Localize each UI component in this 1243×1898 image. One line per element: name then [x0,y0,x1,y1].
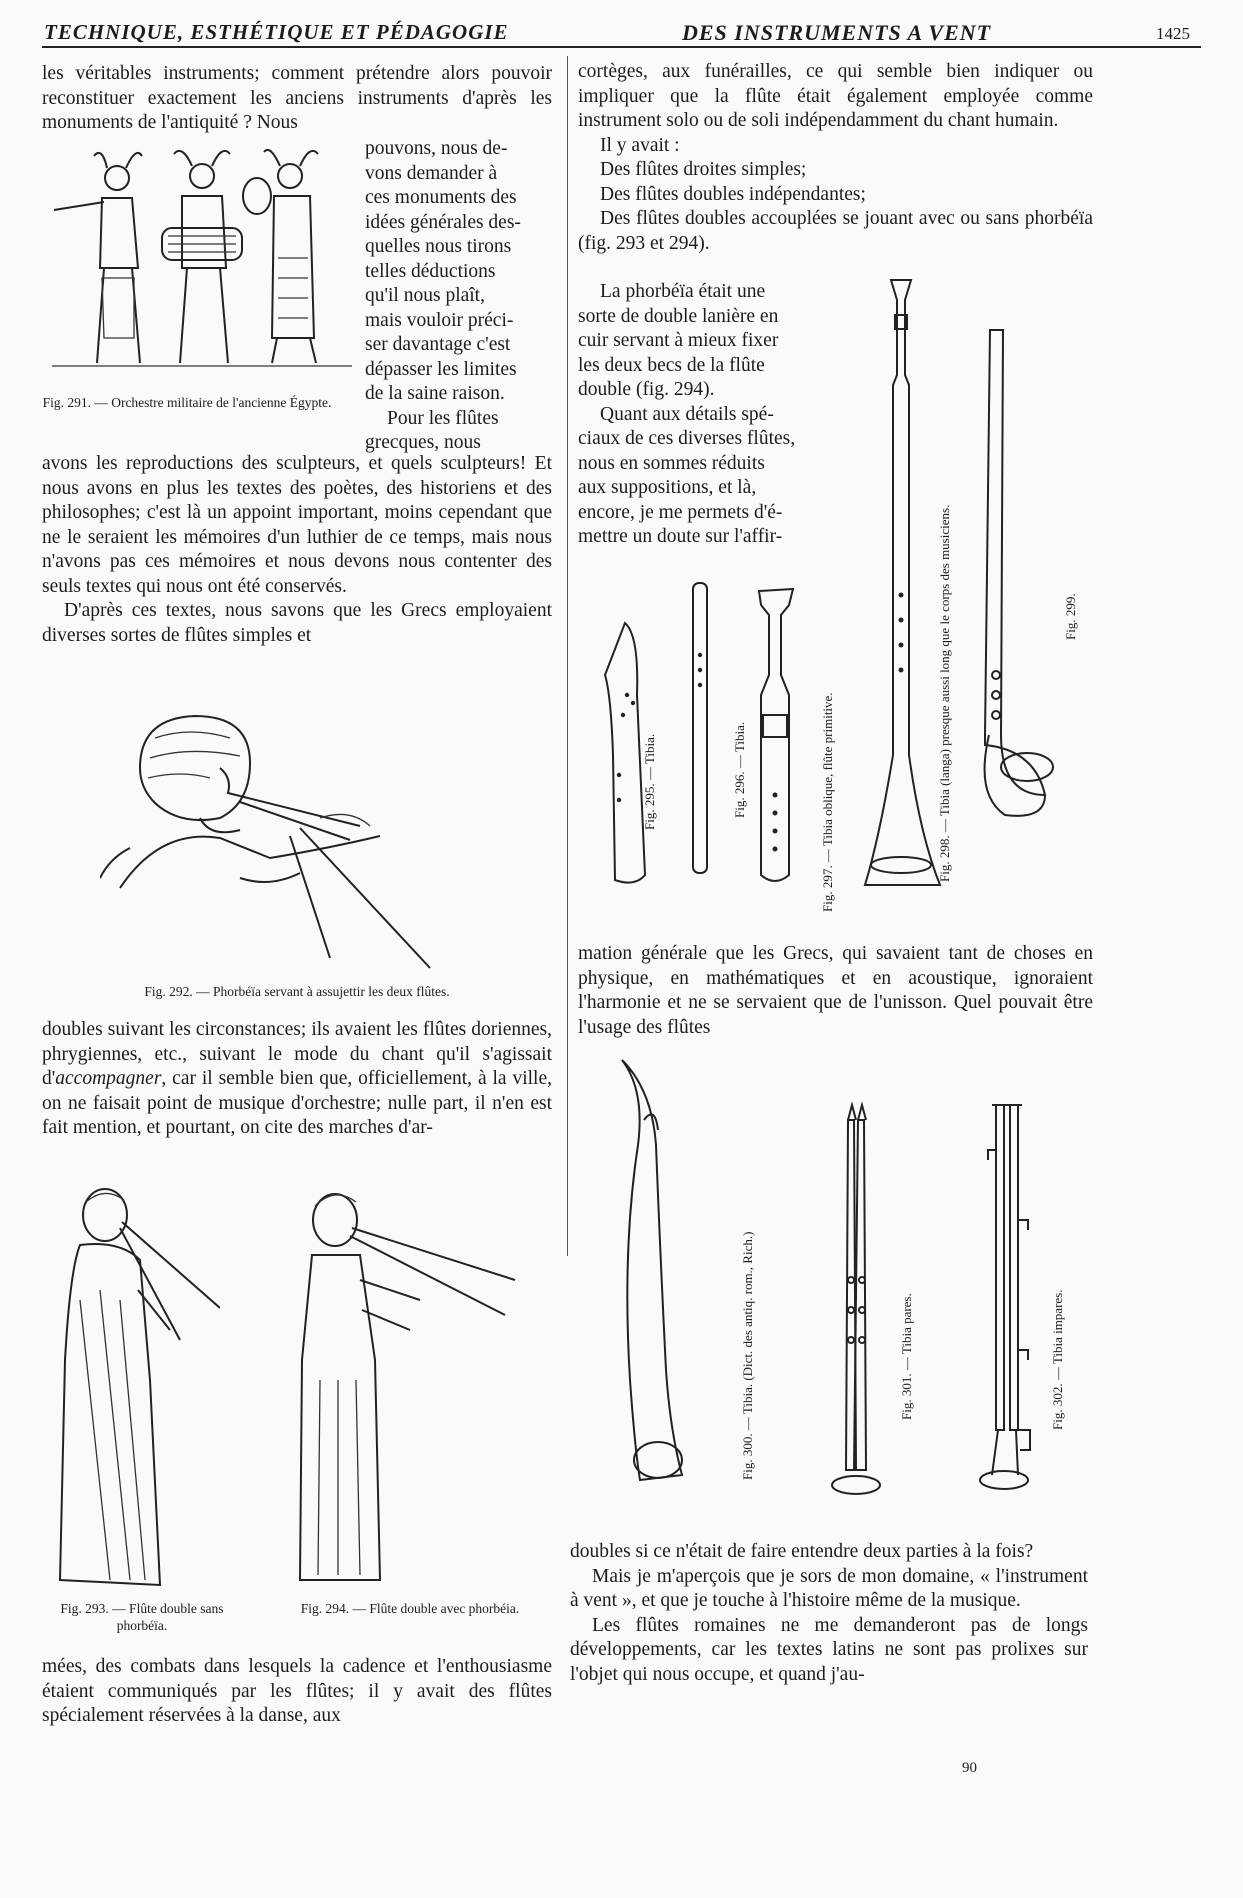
figure-294 [290,1180,540,1600]
left-text-bottom [42,1655,552,1729]
left-paragraph-3: D'après ces textes, nous savons que les Grecs employaient diverses sortes de flûtes simples et [42,600,552,646]
caption-fig-299: Fig. 299. [1063,593,1078,640]
right-paragraph-4: doubles si ce n'était de faire entendre deux parties à la fois? [570,1541,1034,1562]
left-text-mid [42,452,552,648]
right-text-mid [578,942,1093,1040]
figure-292 [100,708,460,978]
left-paragraph-5: mées, des combats dans lesquels la cadence et l'enthousiasme étaient communiqués par les flûtes; il y avait des flûtes spécialement réservées à la danse, aux [42,1656,552,1726]
right-text-bottom [570,1540,1088,1687]
wrap-line: sorte de double lanière en [578,305,779,327]
wrap-line: telles déductions [365,260,496,282]
caption-fig-300: Fig. 300. — Tibia. (Dict. des antiq. rom., Rich.) [740,1231,755,1480]
wrap-line: mettre un doute sur l'affir- [578,526,783,547]
flute-player-with-phorbeia [290,1180,540,1600]
figure-291 [42,138,362,388]
right-paragraph-3: mation générale que les Grecs, qui savaient tant de choses en physique, en mathématiques et en acoustique, ignoraient l'harmonie et ne se servaient que de l'unisson. Quel pouvait être l'usage des flûtes [578,943,1093,1038]
caption-fig-294: Fig. 294. — Flûte double avec phorbéia. [300,1601,520,1616]
wrap-line: quelles nous tirons [365,236,512,257]
page-number: 1425 [1156,24,1190,43]
wrap-line: Pour les flûtes [387,407,499,429]
left-paragraph-1: les véritables instruments; comment prétendre alors pouvoir reconstituer exactement les anciens instruments d'après les monuments de l'antiquité ? Nous [42,63,552,133]
caption-fig-296: Fig. 296. — Tibia. [732,721,747,818]
list-item: Des flûtes droites simples; [600,159,807,180]
list-item: Des flûtes doubles indépendantes; [600,183,866,205]
emphasis-accompagner: accompagner [55,1068,162,1089]
wrap-line: La phorbéïa était une [600,281,766,302]
caption-fig-301: Fig. 301. — Tibia pares. [899,1293,914,1420]
left-paragraph-4 [42,1018,552,1141]
caption-fig-297: Fig. 297. — Tibia oblique, flûte primitive. [820,692,835,912]
wrap-line: nous en sommes réduits [578,452,765,474]
caption-fig-291: Fig. 291. — Orchestre militaire de l'ancienne Égypte. [42,395,332,410]
wrap-line: ces monuments des [365,187,517,208]
wrap-line: pouvons, nous de- [365,138,508,159]
wrap-line: idées générales des- [365,211,521,233]
column-divider [567,56,568,1256]
wrap-line: mais vouloir préci- [365,309,514,331]
phorbeia-illustration [100,708,460,978]
left-paragraph-2: avons les reproductions des sculpteurs, et quels sculpteurs! Et nous avons en plus les textes des poètes, des historiens et des philosophes; c'est là un appoint important, moins cependant que ne le seraient les mémoires d'un luthier de ce temps, mais nous n'avons pas ces mémoires et nous devons nous contenter des seuls textes qui nous ont été conservés. [42,453,552,597]
wrap-line: double (fig. 294). [578,379,715,400]
header-rule [42,46,1201,48]
wrap-line: encore, je me permets d'é- [578,501,783,523]
caption-fig-292: Fig. 292. — Phorbéïa servant à assujettir les deux flûtes. [144,984,450,999]
wrap-line: dépasser les limites [365,358,517,380]
wrap-line: ciaux de ces diverses flûtes, [578,428,796,449]
caption-fig-298: Fig. 298. — Tibia (langa) presque aussi long que le corps des musiciens. [937,504,952,882]
wrap-line: aux suppositions, et là, [578,477,757,498]
left-text-top [42,62,552,136]
wrap-line: cuir servant à mieux fixer [578,330,779,351]
right-paragraph-2: Des flûtes doubles accouplées se jouant avec ou sans phorbéïa (fig. 293 et 294). [578,208,1093,254]
egyptian-orchestre-illustration [42,138,362,388]
wrap-line: ser davantage c'est [365,334,511,355]
wrap-line: Quant aux détails spé- [600,403,774,425]
roman-tibia-illustration [600,1050,1090,1510]
running-head-right: DES INSTRUMENTS A VENT [682,20,992,45]
right-paragraph-5: Mais je m'aperçois que je sors de mon domaine, « l'instrument à vent », et que je touche à l'histoire même de la musique. [570,1565,1088,1611]
right-text-top [578,60,1093,256]
wrap-line: qu'il nous plaît, [365,285,485,306]
caption-fig-295: Fig. 295. — Tibia. [642,733,657,830]
flute-player-without-phorbeia [50,1180,220,1600]
text-run: doubles suivant les circonstances; ils avaient les flûtes doriennes, phrygiennes, etc., suivant le mode du chant qu'il s'agissait d' [42,1019,552,1089]
running-head-left: TECHNIQUE, ESTHÉTIQUE ET PÉDAGOGIE [44,20,509,44]
wrap-line: grecques, nous [365,432,481,453]
list-intro: Il y avait : [600,134,680,156]
left-wrap-text [365,137,553,456]
wrap-line: vons demander à [365,162,498,184]
text-run: , car il semble bien que, officiellement, à la ville, on ne faisait point de musique d'orchestre; nulle part, il n'en est fait mention, et pourtant, on cite des marches d'ar- [42,1068,552,1138]
right-paragraph-6: Les flûtes romaines ne me demanderont pas de longs développements, car les textes latins ne sont pas prolixes sur l'objet qui nous occupe, et quand j'au- [570,1614,1088,1685]
signature-mark: 90 [962,1760,977,1776]
caption-fig-302: Fig. 302. — Tibia impares. [1050,1289,1065,1430]
caption-fig-293: Fig. 293. — Flûte double sans phorbéïa. [60,1601,224,1633]
figure-293 [50,1180,220,1600]
right-paragraph-1: cortèges, aux funérailles, ce qui semble bien indiquer ou impliquer que la flûte était également employée comme instrument solo ou de soli indépendamment du chant humain. [578,61,1093,131]
left-text-lower [42,1018,552,1141]
wrap-line: de la saine raison. [365,383,505,404]
figures-300-302 [600,1050,1090,1510]
wrap-line: les deux becs de la flûte [578,354,765,376]
